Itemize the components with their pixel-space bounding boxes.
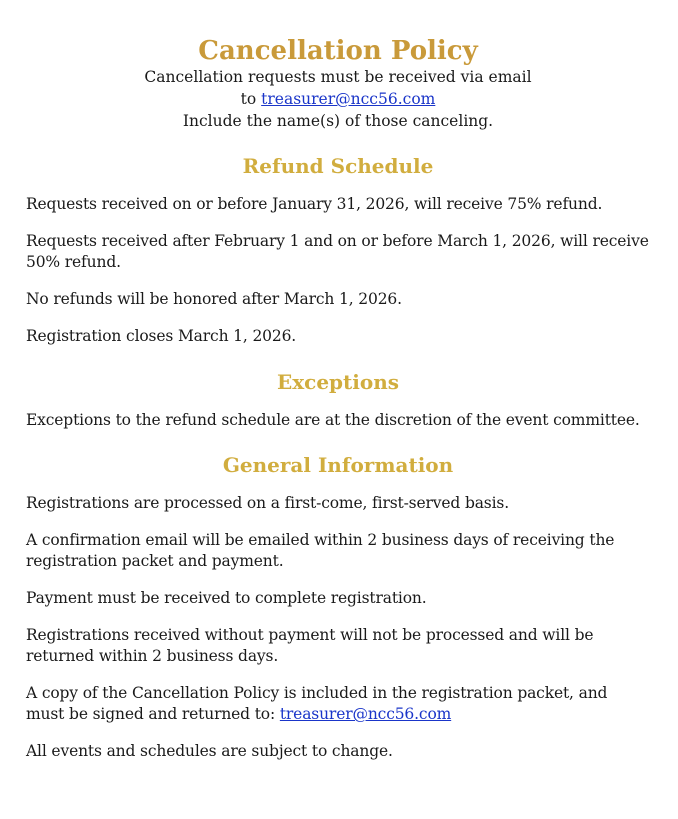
intro-line-1: Cancellation requests must be received via email	[144, 68, 532, 86]
refund-paragraph: No refunds will be honored after March 1, 2026.	[26, 290, 402, 308]
general-paragraph: A confirmation email will be emailed within 2 business days of receiving the registration packet and payment.	[26, 531, 615, 570]
refund-paragraph: Registration closes March 1, 2026.	[26, 327, 297, 345]
exceptions-paragraph: Exceptions to the refund schedule are at the discretion of the event committee.	[26, 411, 640, 429]
general-information-heading: General Information	[222, 453, 454, 477]
refund-paragraph: Requests received on or before January 31, 2026, will receive 75% refund.	[26, 195, 603, 213]
intro-line-2-prefix: to	[240, 90, 262, 108]
general-paragraph: Registrations are processed on a first-come, first-served basis.	[26, 494, 510, 512]
page-title: Cancellation Policy	[198, 36, 478, 66]
exceptions-heading: Exceptions	[276, 370, 400, 394]
refund-schedule-heading: Refund Schedule	[242, 154, 434, 178]
treasurer-email-link[interactable]: treasurer@ncc56.com	[261, 90, 436, 108]
refund-paragraph: Requests received after February 1 and on or before March 1, 2026, will receive 50% refund.	[26, 232, 649, 271]
general-paragraph: Payment must be received to complete registration.	[26, 589, 427, 607]
signed-copy-text: A copy of the Cancellation Policy is included in the registration packet, and must be signed and returned to:	[26, 684, 608, 723]
closing-paragraph: All events and schedules are subject to change.	[26, 742, 393, 760]
signed-copy-paragraph	[26, 683, 650, 725]
signed-copy-email-link[interactable]: treasurer@ncc56.com	[279, 705, 452, 723]
general-paragraph: Registrations received without payment will not be processed and will be returned within 2 business days.	[26, 626, 594, 665]
intro-line-2	[26, 88, 650, 110]
intro-block	[26, 66, 650, 132]
intro-line-3: Include the name(s) of those canceling.	[182, 112, 494, 130]
